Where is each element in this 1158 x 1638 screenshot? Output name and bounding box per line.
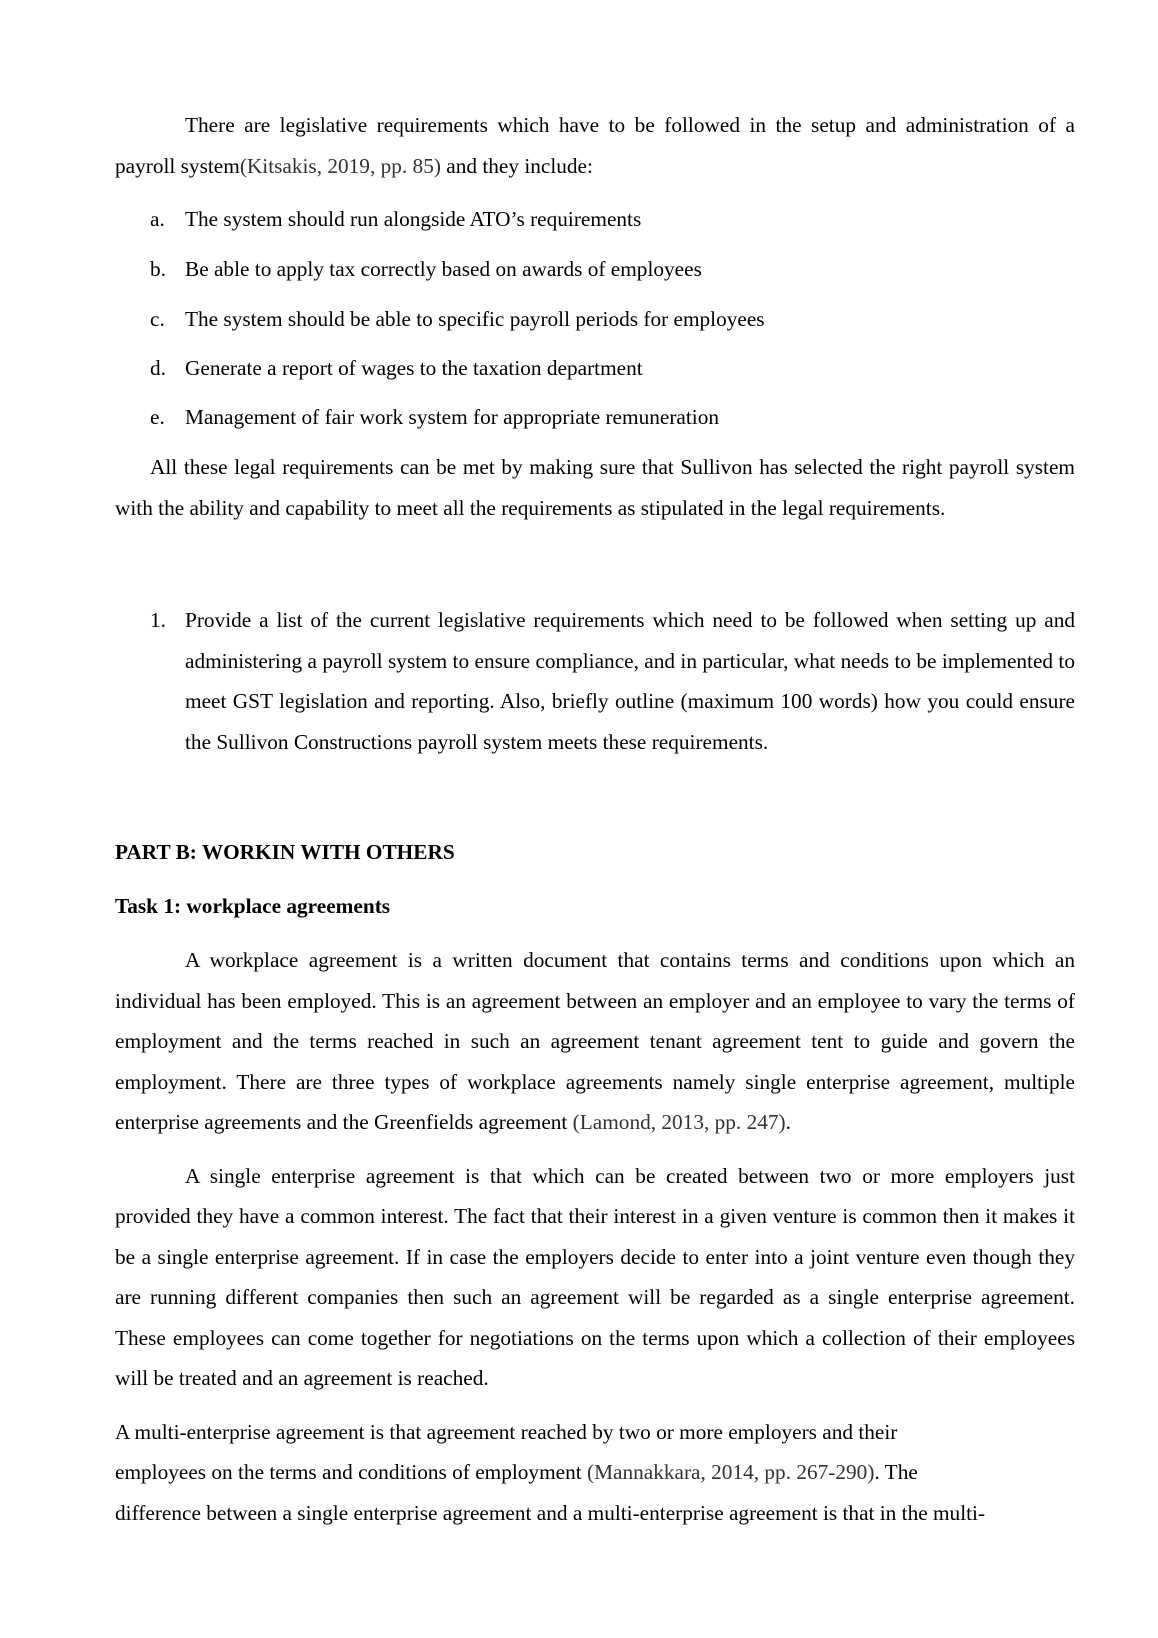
list-marker: d.	[150, 356, 166, 380]
task-heading: Task 1: workplace agreements	[115, 894, 391, 918]
list-marker: a.	[150, 207, 165, 231]
multi-enterprise-line-2	[115, 1452, 1075, 1493]
intro-text: There are legislative requirements which have to be followed in the setup and administration of a payroll system	[115, 113, 1075, 178]
multi-enterprise-citation: (Mannakkara, 2014, pp. 267-290)	[586, 1460, 875, 1484]
intro-text-end: and they include:	[440, 153, 593, 178]
intro-paragraph	[115, 105, 1075, 186]
workplace-agreement-paragraph	[115, 940, 1075, 1143]
question-list	[115, 600, 1075, 762]
list-item-text: Generate a report of wages to the taxation department	[185, 356, 643, 380]
workplace-citation: (Lamond, 2013, pp. 247)	[572, 1110, 786, 1134]
workplace-text-end: .	[785, 1110, 791, 1134]
intro-citation: (Kitsakis, 2019, pp. 85)	[239, 153, 441, 178]
document-page	[115, 105, 1075, 1533]
requirements-list	[115, 203, 1075, 433]
part-heading: PART B: WORKIN WITH OTHERS	[115, 840, 455, 864]
multi-enterprise-text-end: . The	[874, 1460, 918, 1484]
list-item-text: Be able to apply tax correctly based on awards of employees	[185, 257, 702, 281]
list-marker: c.	[150, 307, 165, 331]
multi-enterprise-line-1: A multi-enterprise agreement is that agreement reached by two or more employers and their	[115, 1419, 898, 1444]
list-item-text: Management of fair work system for appropriate remuneration	[185, 405, 720, 429]
workplace-text: A workplace agreement is a written document that contains terms and conditions upon which an individual has been employed. This is an agreement between an employer and an employee to vary the terms of employment and the terms reached in such an agreement tenant agreement tent to guide and govern the employment. There are three types of workplace agreements namely single enterprise agreement, multiple enterprise agreements and the Greenfields agreement	[115, 948, 1075, 1134]
list-item	[115, 303, 1075, 335]
list-item	[115, 253, 1075, 285]
list-item	[115, 401, 1075, 433]
legal-summary-paragraph: All these legal requirements can be met by making sure that Sullivon has selected the right payroll system with the ability and capability to meet all the requirements as stipulated in the legal requirements.	[115, 455, 1075, 520]
multi-enterprise-text: employees on the terms and conditions of employment	[115, 1460, 587, 1484]
list-item	[115, 352, 1075, 384]
question-marker: 1.	[150, 608, 166, 632]
list-marker: b.	[150, 257, 166, 281]
multi-enterprise-line-3: difference between a single enterprise agreement and a multi-enterprise agreement is that in the multi-	[115, 1500, 986, 1525]
question-text: Provide a list of the current legislative requirements which need to be followed when setting up and administering a payroll system to ensure compliance, and in particular, what needs to be implemented to meet GST legislation and reporting. Also, briefly outline (maximum 100 words) how you could ensure the Sullivon Constructions payroll system meets these requirements.	[185, 608, 1075, 754]
list-item-text: The system should be able to specific payroll periods for employees	[185, 307, 765, 331]
list-marker: e.	[150, 405, 165, 429]
list-item	[115, 203, 1075, 235]
question-item	[115, 600, 1075, 762]
single-enterprise-paragraph: A single enterprise agreement is that which can be created between two or more employers just provided they have a common interest. The fact that their interest in a given venture is common then it makes it be a single enterprise agreement. If in case the employers decide to enter into a joint venture even though they are running different companies then such an agreement will be regarded as a single enterprise agreement. These employees can come together for negotiations on the terms upon which a collection of their employees will be treated and an agreement is reached.	[115, 1163, 1075, 1390]
list-item-text: The system should run alongside ATO’s requirements	[185, 207, 642, 231]
multi-enterprise-paragraph	[115, 1412, 1075, 1534]
